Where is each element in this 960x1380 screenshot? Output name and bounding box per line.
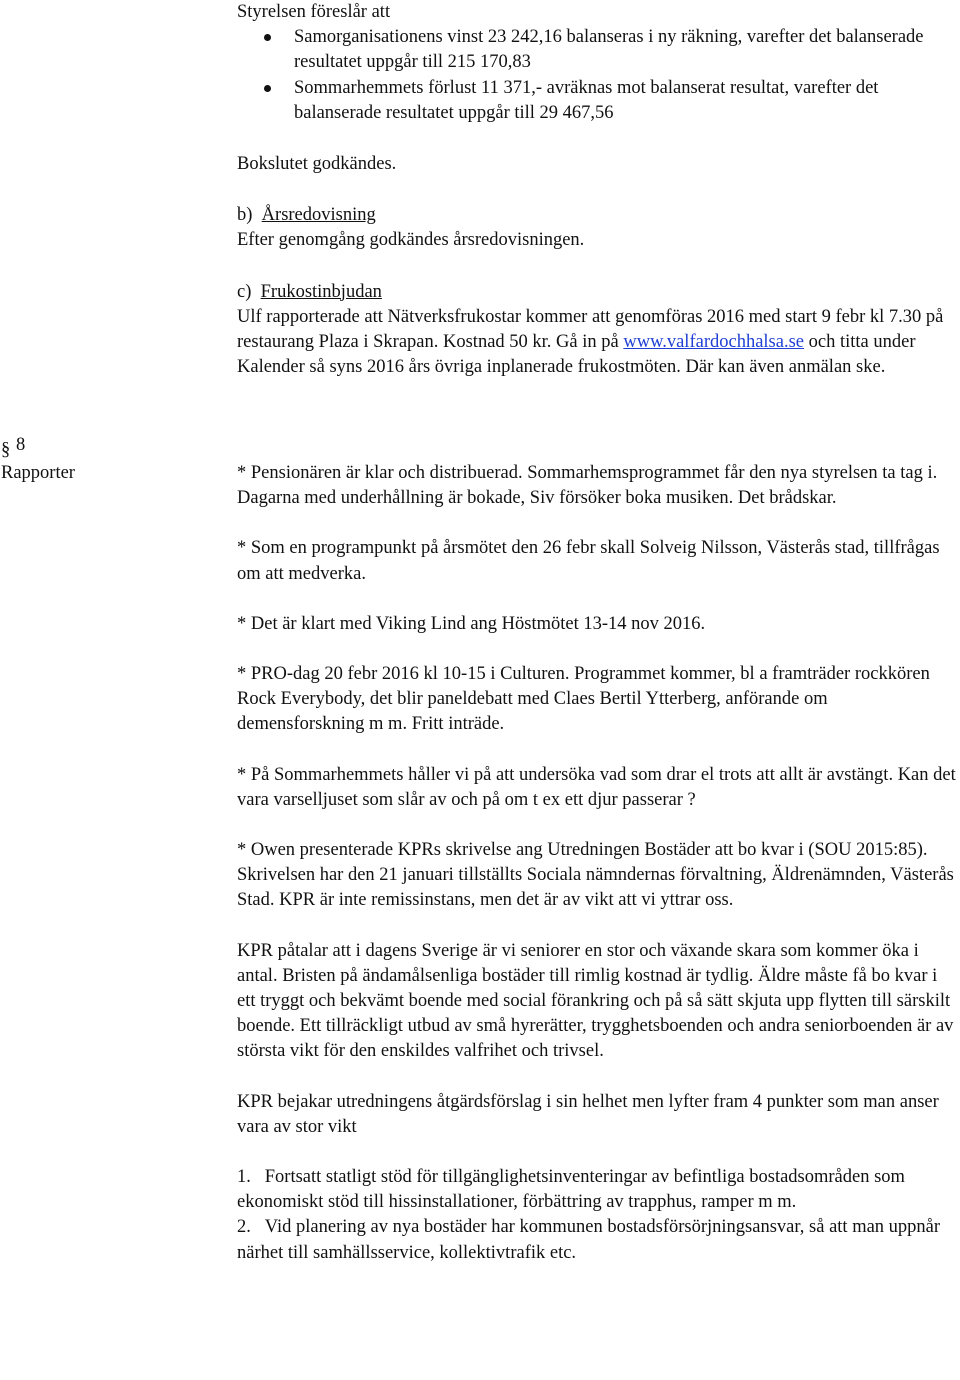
report-paragraph: * Det är klart med Viking Lind ang Höstmötet 13-14 nov 2016. [237, 613, 706, 634]
numbered-list [237, 1165, 957, 1266]
subsection-c-title: Frukostinbjudan [260, 281, 382, 302]
subsection-c-text [237, 305, 957, 381]
numbered-item [237, 1165, 957, 1215]
proposal-item: Samorganisationens vinst 23 242,16 balanseras i ny räkning, varefter det balanserade resultatet uppgår till 215 170,83 [237, 25, 957, 75]
section-number: 8 [16, 435, 26, 455]
section-symbol: § [1, 440, 11, 460]
report-paragraph: KPR bejakar utredningens åtgärdsförslag i sin helhet men lyfter fram 4 punkter som man anser vara av stor vikt [237, 1091, 939, 1137]
subsection-c-heading [237, 280, 957, 305]
proposal-list [237, 25, 957, 126]
document-body [237, 0, 957, 380]
subsection-c-text-before: Ulf rapporterade att Nätverksfrukostar kommer att genomföras 2016 med start 9 febr kl 7.30 på restaurang Plaza i Skrapan. Kostnad 50 kr. Gå in på [237, 306, 944, 353]
section-title: Rapporter [1, 463, 75, 483]
numbered-item-text: Fortsatt statligt stöd för tillgänglighetsinventeringar av befintliga bostadsområden som ekonomiskt stöd till hissinstallationer, förbättring av trapphus, ramper m m. [237, 1167, 905, 1213]
numbered-item [237, 1215, 957, 1265]
numbered-item-number: 1. [237, 1167, 251, 1188]
numbered-item-number: 2. [237, 1217, 251, 1238]
report-paragraph: * Owen presenterade KPRs skrivelse ang Utredningen Bostäder att bo kvar i (SOU 2015:85). Skrivelsen har den 21 januari tillställts Sociala nämndernas förvaltning, Äldrenämnden, Västerås Stad. KPR är inte remissinstans, men det är av vikt att vi yttrar oss. [237, 840, 954, 911]
report-paragraph: * PRO-dag 20 febr 2016 kl 10-15 i Culturen. Programmet kommer, bl a framträder rockkören Rock Everybody, det blir paneldebatt med Claes Bertil Ytterberg, anförande om demensforskning m m. Fritt inträde. [237, 664, 930, 735]
intro-text: Styrelsen föreslår att [237, 2, 391, 22]
report-paragraph: * Pensionären är klar och distribuerad. Sommarhemsprogrammet får den nya styrelsen ta tag i. Dagarna med underhållning är bokade, Siv försöker boka musiken. Det brådskar. [237, 463, 938, 509]
report-paragraph: * Som en programpunkt på årsmötet den 26 febr skall Solveig Nilsson, Västerås stad, tillfrågas om att medverka. [237, 538, 940, 584]
report-paragraph: KPR påtalar att i dagens Sverige är vi seniorer en stor och växande skara som kommer öka i antal. Bristen på ändamålsenliga bostäder till rimlig kostnad är tydlig. Äldre måste få bo kvar i ett tryggt och bekvämt boende med social förankring och på så sätt skjuta upp flytten till särskilt boende. Ett tillräckligt utbud av små hyrerätter, trygghetsboenden och andra seniorboenden är av största vikt för den enskildes valfrihet och trivsel. [237, 940, 954, 1062]
subsection-b-heading [237, 203, 957, 228]
subsection-b-title: Årsredovisning [261, 205, 376, 226]
valfardochhalsa-link[interactable]: www.valfardochhalsa.se [623, 332, 804, 353]
bokslut-text: Bokslutet godkändes. [237, 154, 397, 175]
subsection-b-marker: b) [237, 205, 253, 226]
report-paragraph: * På Sommarhemmets håller vi på att undersöka vad som drar el trots att allt är avstängt. Kan det vara varselljuset som slår av och på om t ex ett djur passerar ? [237, 764, 956, 810]
numbered-item-text: Vid planering av nya bostäder har kommunen bostadsförsörjningsansvar, så att man uppnår närhet till samhällsservice, kollektivtrafik etc. [237, 1217, 941, 1263]
reports-body [237, 461, 957, 1266]
subsection-b-text: Efter genomgång godkändes årsredovisningen. [237, 230, 585, 251]
subsection-c-marker: c) [237, 281, 252, 302]
proposal-item: Sommarhemmets förlust 11 371,- avräknas mot balanserat resultat, varefter det balanserade resultatet uppgår till 29 467,56 [237, 76, 957, 126]
subsection-c-text-after: och titta under Kalender så syns 2016 års övriga inplanerade frukostmöten. Där kan även anmälan ske. [237, 332, 916, 378]
